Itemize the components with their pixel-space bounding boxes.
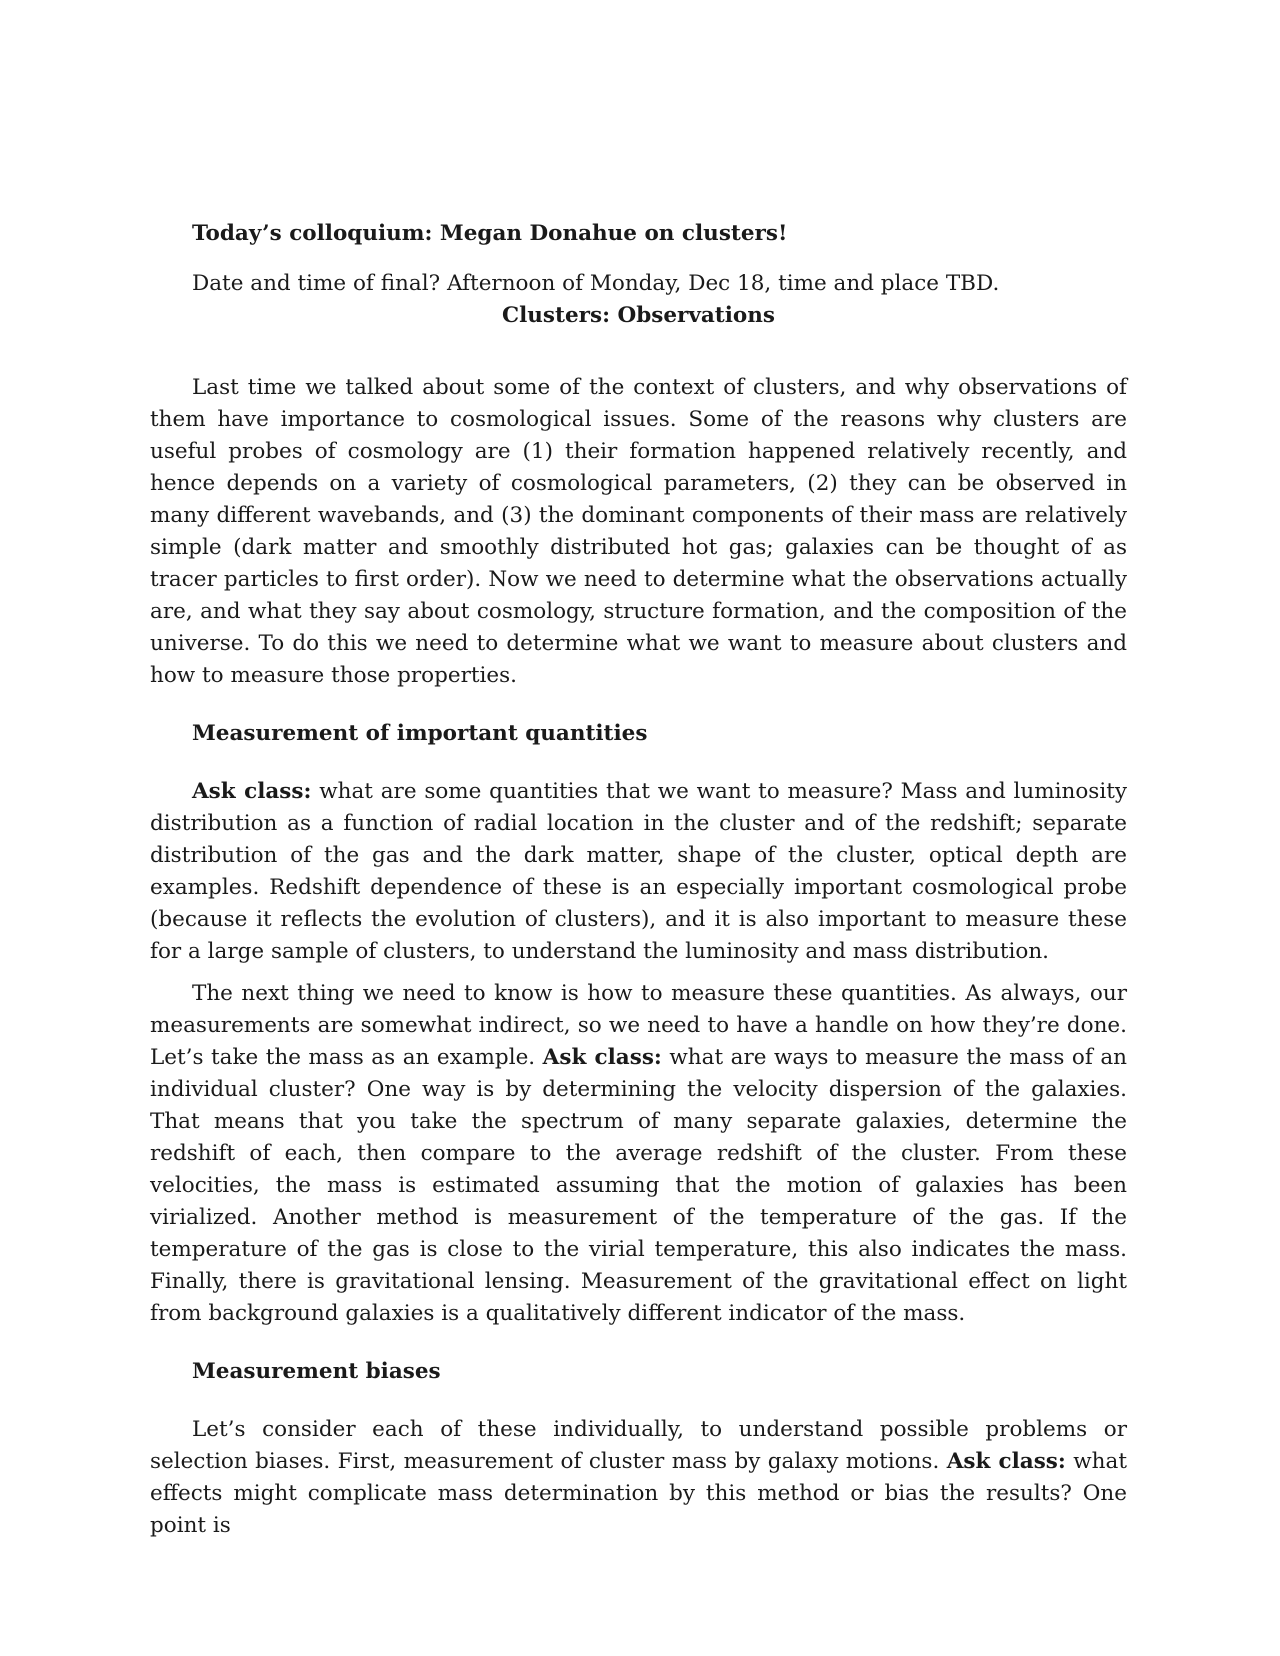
section-heading-biases: Measurement biases bbox=[192, 1359, 441, 1384]
ask-class-label: Ask class: bbox=[192, 779, 312, 804]
page-title: Clusters: Observations bbox=[502, 303, 775, 328]
intro-paragraph: Last time we talked about some of the context of clusters, and why observations of them have importance to cosmological issues. Some of the reasons why clusters are useful probes of cosmology are (1) their formation happened relatively recently, and hence depends on a variety of cosmological parameters, (2) they can be observed in many different wavebands, and (3) the dominant components of their mass are relatively simple (dark matter and smoothly distributed hot gas; galaxies can be thought of as tracer particles to first order). Now we need to determine what the observations actually are, and what they say about cosmology, structure formation, and the composition of the universe. To do this we need to determine what we want to measure about clusters and how to measure those properties. bbox=[150, 375, 1127, 688]
paragraph-text: Let’s consider each of these individually, to understand possible problems or selection biases. First, measurement of cluster mass by galaxy motions. bbox=[150, 1417, 1127, 1474]
document-body bbox=[150, 218, 1127, 1542]
section-quantities bbox=[150, 776, 1127, 1330]
paragraph-biases bbox=[150, 1414, 1127, 1542]
paragraph-text: The next thing we need to know is how to measure these quantities. As always, our measurements are somewhat indirect, so we need to have a handle on how they’re done. Let’s take the mass as an example. bbox=[150, 981, 1127, 1070]
paragraph-quantities bbox=[150, 776, 1127, 968]
paragraph-how-to-measure bbox=[150, 978, 1127, 1330]
paragraph-text: what are some quantities that we want to measure? Mass and luminosity distribution as a function of radial location in the cluster and of the redshift; separate distribution of the gas and the dark matter, shape of the cluster, optical depth are examples. Redshift dependence of these is an especially important cosmological probe (because it reflects the evolution of clusters), and it is also important to measure these for a large sample of clusters, to understand the luminosity and mass distribution. bbox=[150, 779, 1127, 964]
ask-class-label: Ask class: bbox=[542, 1045, 662, 1070]
paragraph-text: what effects might complicate mass determination by this method or bias the results? One point is bbox=[150, 1449, 1127, 1538]
colloquium-announcement: Today’s colloquium: Megan Donahue on clusters! bbox=[192, 221, 788, 246]
paragraph-text: what are ways to measure the mass of an individual cluster? One way is by determining the velocity dispersion of the galaxies. That means that you take the spectrum of many separate galaxies, determine the redshift of each, then compare to the average redshift of the cluster. From these velocities, the mass is estimated assuming that the motion of galaxies has been virialized. Another method is measurement of the temperature of the gas. If the temperature of the gas is close to the virial temperature, this also indicates the mass. Finally, there is gravitational lensing. Measurement of the gravitational effect on light from background galaxies is a qualitatively different indicator of the mass. bbox=[150, 1045, 1127, 1326]
section-heading-quantities: Measurement of important quantities bbox=[192, 721, 648, 746]
ask-class-label: Ask class: bbox=[946, 1449, 1066, 1474]
final-exam-note: Date and time of final? Afternoon of Monday, Dec 18, time and place TBD. bbox=[192, 271, 1000, 296]
